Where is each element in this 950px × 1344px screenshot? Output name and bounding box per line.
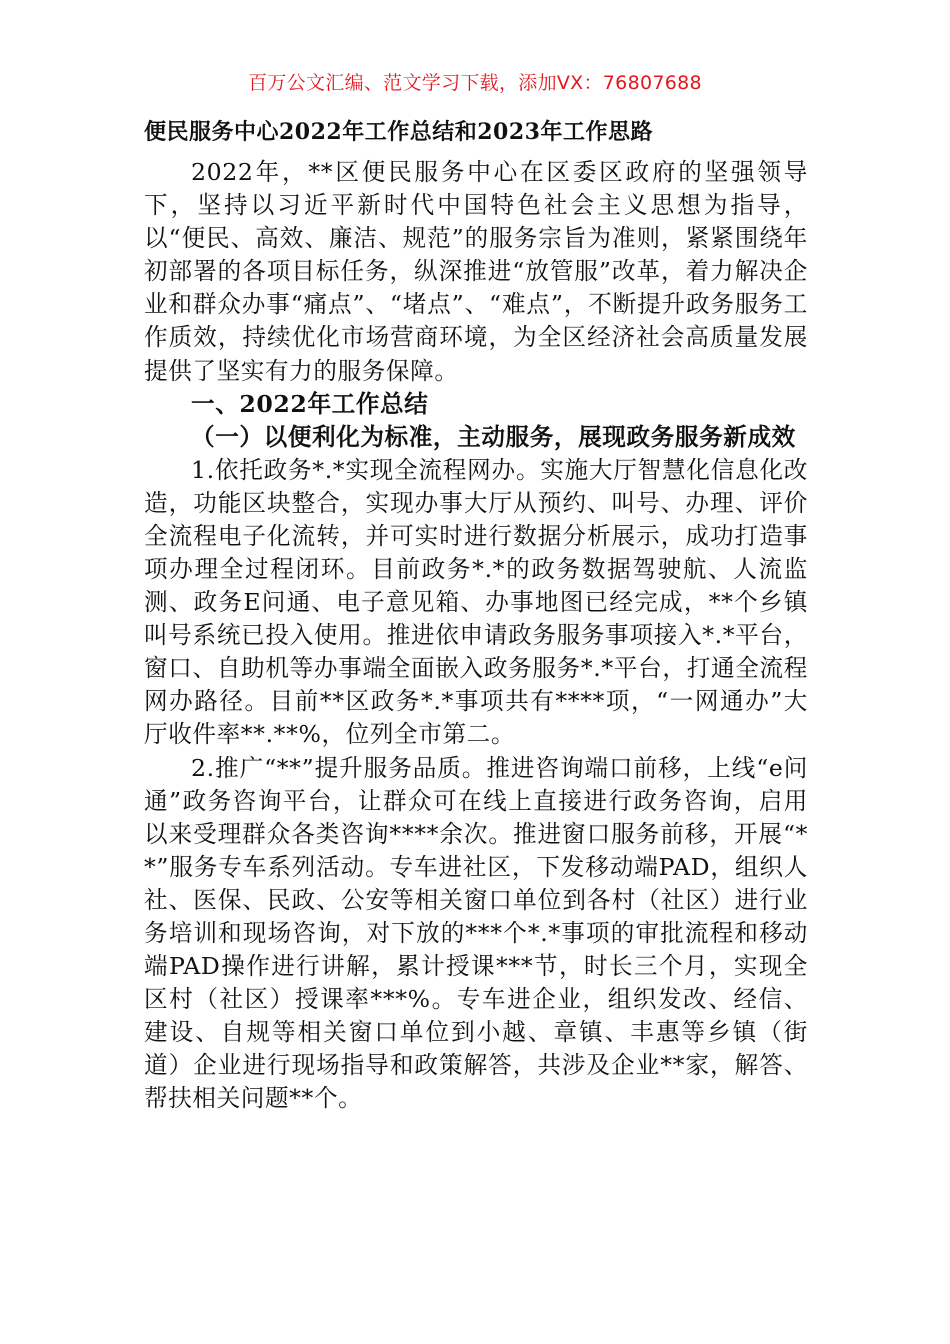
document-body — [144, 114, 808, 1116]
item-paragraph-1: 1.依托政务*.*实现全流程网办。实施大厅智慧化信息化改造，功能区块整合，实现办事大厅从预约、叫号、办理、评价全流程电子化流转，并可实时进行数据分析展示，成功打造事项办理全过程闭环。目前政务*.*的政务数据驾驶航、人流监测、政务E问通、电子意见箱、办事地图已经完成，**个乡镇叫号系统已投入使用。推进依申请政务服务事项接入*.*平台，窗口、自助机等办事端全面嵌入政务服务*.*平台，打通全流程网办路径。目前**区政务*.*事项共有****项，“一网通办”大厅收件率**.**%，位列全市第二。 — [144, 455, 808, 749]
section-heading: 一、2022年工作总结 — [191, 389, 429, 418]
watermark-banner: 百万公文汇编、范文学习下载，添加VX：76807688 — [248, 72, 702, 94]
intro-paragraph: 2022年，**区便民服务中心在区委区政府的坚强领导下，坚持以习近平新时代中国特色社会主义思想为指导，以“便民、高效、廉洁、规范”的服务宗旨为准则，紧紧围绕年初部署的各项目标任务，纵深推进“放管服”改革，着力解决企业和群众办事“痛点”、“堵点”、“难点”，不断提升政务服务工作质效，持续优化市场营商环境，为全区经济社会高质量发展提供了坚实有力的服务保障。 — [144, 158, 808, 385]
subsection-heading: （一）以便利化为标准，主动服务，展现政务服务新成效 — [191, 422, 796, 451]
item-paragraph-2: 2.推广“**”提升服务品质。推进咨询端口前移，上线“e问通”政务咨询平台，让群众可在线上直接进行政务咨询，启用以来受理群众各类咨询****余次。推进窗口服务前移，开展“**”服务专车系列活动。专车进社区，下发移动端PAD，组织人社、医保、民政、公安等相关窗口单位到各村（社区）进行业务培训和现场咨询，对下放的***个*.*事项的审批流程和移动端PAD操作进行讲解，累计授课***节，时长三个月，实现全区村（社区）授课率***%。专车进企业，组织发改、经信、建设、自规等相关窗口单位到小越、章镇、丰惠等乡镇（街道）企业进行现场指导和政策解答，共涉及企业**家，解答、帮扶相关问题**个。 — [144, 753, 808, 1113]
document-title: 便民服务中心2022年工作总结和2023年工作思路 — [144, 119, 653, 145]
